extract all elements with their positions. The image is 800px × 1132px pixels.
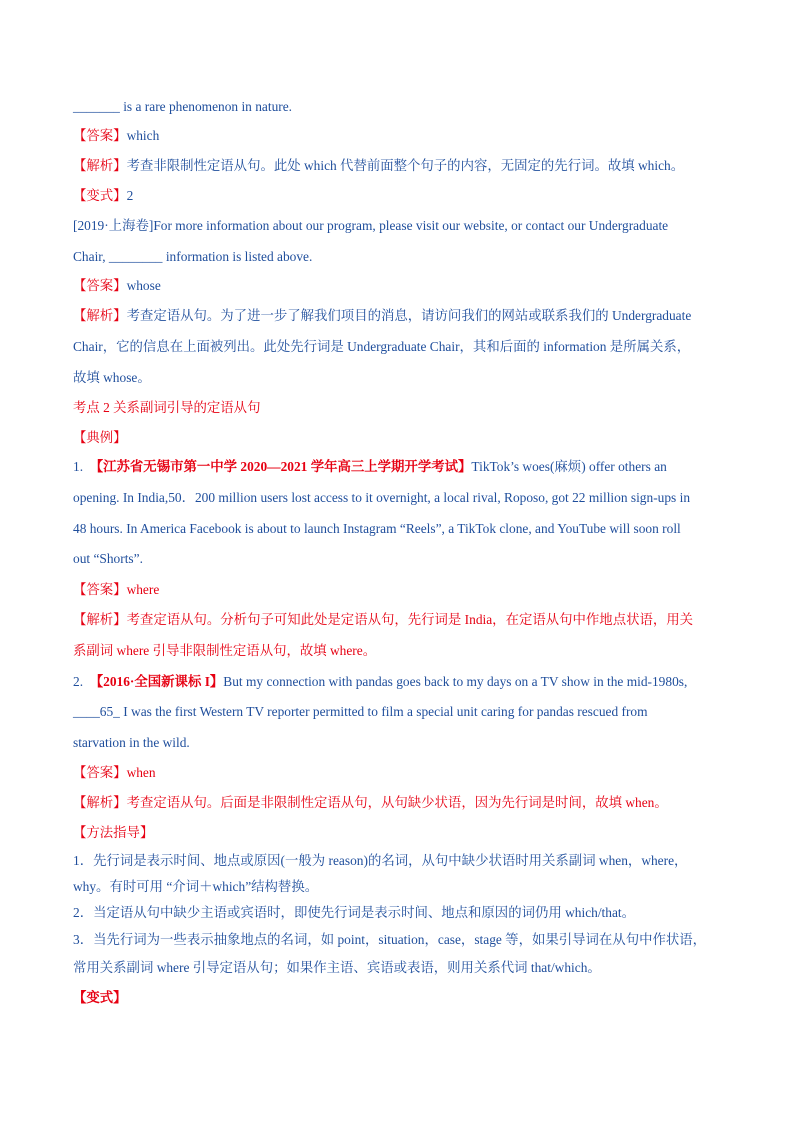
q2-line-2: Chair, ________ information is listed above. bbox=[73, 249, 313, 264]
variant-tag: 【变式】 bbox=[73, 188, 127, 203]
answer-value: when bbox=[126, 765, 156, 780]
analysis-text: 考查定语从句。分析句子可知此处是定语从句，先行词是 India，在定语从句中作地点状语，用关 bbox=[126, 612, 694, 627]
method-1-line-1: 1．先行词是表示时间、地点或原因(一般为 reason)的名词，从句中缺少状语时用关系副词 when，where， bbox=[73, 853, 688, 868]
answer-tag: 【答案】 bbox=[73, 128, 127, 143]
ex2-source: 【2016·全国新课标 I】 bbox=[89, 674, 224, 689]
q1-analysis bbox=[73, 158, 684, 174]
analysis-tag: 【解析】 bbox=[73, 795, 127, 810]
q2-source: [2019·上海卷] bbox=[73, 218, 154, 233]
ex1-line-2: opening. In India,50．200 million users lost access to it overnight, a local rival, Roposo, got 22 million sign-ups in bbox=[73, 490, 691, 505]
q2-analysis-line-2: Chair，它的信息在上面被列出。此处先行词是 Undergraduate Chair，其和后面的 information 是所属关系， bbox=[73, 339, 691, 354]
answer-tag: 【答案】 bbox=[73, 765, 127, 780]
q2-analysis-line-1 bbox=[73, 308, 691, 324]
q2-line-1 bbox=[73, 218, 668, 234]
ex2-analysis bbox=[73, 795, 668, 811]
variant-number: 2 bbox=[126, 188, 134, 203]
variant-heading bbox=[73, 188, 133, 204]
ex1-analysis-line-2: 系副词 where 引导非限制性定语从句，故填 where。 bbox=[73, 643, 377, 658]
answer-value: where bbox=[126, 582, 160, 597]
ex1-source: 【江苏省无锡市第一中学 2020—2021 学年高三上学期开学考试】 bbox=[89, 459, 472, 474]
q2-text-1: For more information about our program, please visit our website, or contact our Undergraduate bbox=[153, 218, 669, 233]
ex1-text-1: TikTok’s woes(麻烦) offer others an bbox=[471, 459, 667, 474]
ex2-line-2: ____65_ I was the first Western TV reporter permitted to film a special unit caring for pandas rescued from bbox=[73, 704, 648, 719]
key-point-title: 考点 2 关系副词引导的定语从句 bbox=[73, 400, 261, 415]
variant-tag-end: 【变式】 bbox=[73, 990, 127, 1005]
ex2-line-3: starvation in the wild. bbox=[73, 735, 190, 750]
q1-answer bbox=[73, 128, 159, 144]
ex2-number: 2. bbox=[73, 674, 84, 689]
ex2-line-1 bbox=[73, 674, 687, 690]
q1-sentence: _______ is a rare phenomenon in nature. bbox=[73, 99, 293, 114]
ex1-analysis-line-1 bbox=[73, 612, 693, 628]
example-tag: 【典例】 bbox=[73, 430, 127, 445]
method-3-line-1: 3．当先行词为一些表示抽象地点的名词，如 point，situation，case，stage 等，如果引导词在从句中作状语， bbox=[73, 932, 707, 947]
method-1-line-2: why。有时可用 “介词＋which”结构替换。 bbox=[73, 879, 319, 894]
ex1-answer bbox=[73, 582, 159, 598]
answer-value: whose bbox=[126, 278, 161, 293]
ex1-line-4: out “Shorts”. bbox=[73, 551, 143, 566]
method-tag: 【方法指导】 bbox=[73, 825, 154, 840]
q2-analysis-line-3: 故填 whose。 bbox=[73, 370, 151, 385]
ex2-text-1: But my connection with pandas goes back to my days on a TV show in the mid-1980s, bbox=[223, 674, 688, 689]
ex1-line-1 bbox=[73, 459, 667, 475]
ex1-number: 1. bbox=[73, 459, 84, 474]
answer-tag: 【答案】 bbox=[73, 278, 127, 293]
answer-value: which bbox=[126, 128, 160, 143]
analysis-tag: 【解析】 bbox=[73, 158, 127, 173]
analysis-text: 考查非限制性定语从句。此处 which 代替前面整个句子的内容，无固定的先行词。故填 which。 bbox=[126, 158, 685, 173]
analysis-text: 考查定语从句。后面是非限制性定语从句，从句缺少状语，因为先行词是时间，故填 when。 bbox=[126, 795, 668, 810]
analysis-text: 考查定语从句。为了进一步了解我们项目的消息，请访问我们的网站或联系我们的 Undergraduate bbox=[126, 308, 692, 323]
ex1-line-3: 48 hours. In America Facebook is about to launch Instagram “Reels”, a TikTok clone, and YouTube will soon roll bbox=[73, 521, 681, 536]
analysis-tag: 【解析】 bbox=[73, 308, 127, 323]
method-3-line-2: 常用关系副词 where 引导定语从句；如果作主语、宾语或表语，则用关系代词 that/which。 bbox=[73, 960, 601, 975]
answer-tag: 【答案】 bbox=[73, 582, 127, 597]
q2-answer bbox=[73, 278, 161, 294]
method-2: 2．当定语从句中缺少主语或宾语时，即使先行词是表示时间、地点和原因的词仍用 which/that。 bbox=[73, 905, 636, 920]
ex2-answer bbox=[73, 765, 156, 781]
analysis-tag: 【解析】 bbox=[73, 612, 127, 627]
